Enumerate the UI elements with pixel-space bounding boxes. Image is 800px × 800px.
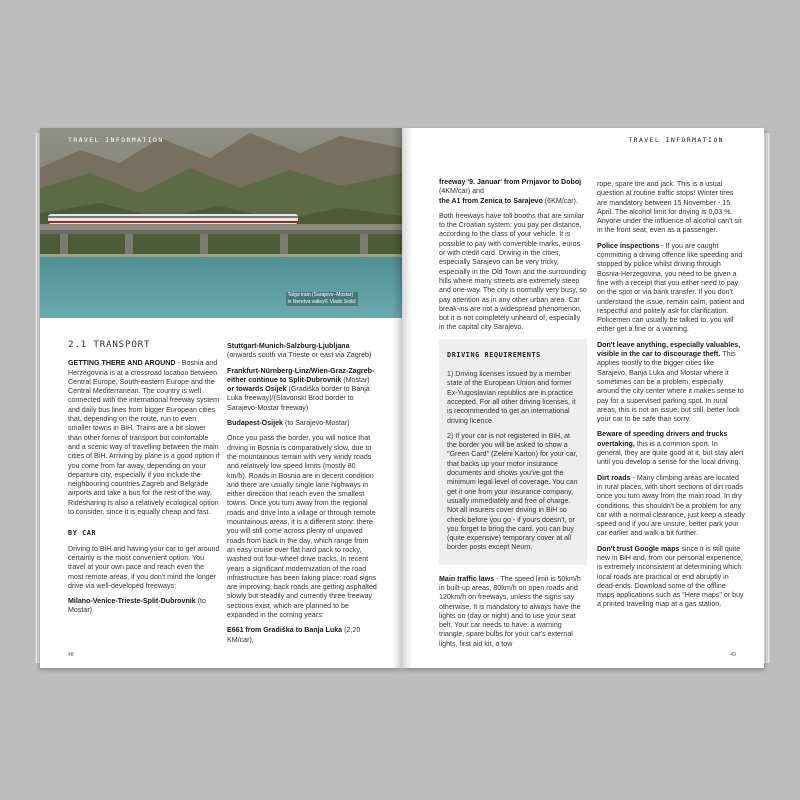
- dirt-roads-paragraph: Dirt roads - Many climbing areas are located in rural places, with short sections of dirt roads once you turn away from the main road. In dry conditions, this shouldn't be a problem for any car with a normal clearance, just keep a steady speed and if you are unsure, better park your car earlier and walk a bit further.: [597, 473, 745, 538]
- left-column-1: [68, 340, 220, 622]
- google-maps-paragraph: Don't trust Google maps since it is still quite new in BiH and, from our personal experience, is extremely inconsistent at determining which local roads are practical or end abruptly in dead-ends. Download some of the offline maps applications such as "Here maps" or buy a printed traveling map at a gas station.: [597, 544, 744, 609]
- caption-line-2: in Neretva valley© Vlado Sošić: [287, 299, 356, 305]
- driving-requirements-box: [439, 339, 587, 565]
- rope-paragraph: rope, spare tire and jack. This is a usual question at routine traffic stops! Winter tires are mandatory between 15 November - 15 April. The alcohol limit for driving is 0,03 %. Anyone under the influence of alcohol can't sit in the front seat, even as a passenger.: [597, 180, 742, 235]
- route-frankfurt: Frankfurt-Nürnberg-Linz/Wien-Graz-Zagreb- either continue to Split-Dubrovnik (Mostar) or towards Osijek (Gradiška border to Banja Luka freeway)/(Slavonski Brod border to Sarajevo-Mostar freeway): [227, 366, 375, 412]
- train-photo: [40, 128, 402, 318]
- border-paragraph: Once you pass the border, you will notice that driving in Bosnia is comparatively slow, due to the mountainous terrain with very windy roads and relatively low speed limits (mostly 80 km/h). Roads in Bosnia are in decent condition and there are usually single lane highways in either direction that reach even the smallest towns. Once you turn away from the regional roads and drive into a village or through remote mountainous areas, it is a different story: there you will still come across plenty of unpaved roads from back in the day, which range from an easy cruise over flat hard pack to rocky, washed out four-wheel drive tracks. In recent years a significant modernization of the road infrastructure has been taking place: road signs are improving, back roads are getting asphalted slowly but steadily and currently three freeway sections exist, which are planned to be expanded in the coming years:: [227, 434, 377, 620]
- e661-line: E661 from Gradiška to Banja Luka (2,20 KM/car),: [227, 626, 361, 644]
- requirement-1: 1) Driving licenses issued by a member state of the European Union and former Ex-Yugoslavian republics are in practice accepted. For all other driving licenses, it is recommended to get an international driving licence.: [447, 370, 576, 425]
- section-title: 2.1 TRANSPORT: [68, 339, 151, 350]
- route-stuttgart: Stuttgart-Munich-Salzburg-Ljubljana (onwards south via Trieste or east via Zagreb): [227, 342, 372, 360]
- left-column-2: [227, 342, 377, 651]
- right-column-1: [439, 178, 587, 655]
- getting-there-paragraph: GETTING THERE AND AROUND - Bosnia and Herzegovina is at a crossroad location between Central Europe, South-eastern Europe and the Central Mediterranean. The country is well connected with the international freeway system and daily bus lines from bigger European cities that, depending on the route, run to even smaller towns in BiH. Trains are a bit slower than other forms of transport but comfortable and a scenic way of travelling between the main cities of BiH. Arriving by plane is a good option if you come from far away, depending on your departure city, especially if you include the neighbouring countries Zagreb and Belgrade airports and take a bus for the rest of the way. Ridesharing is also a relatively ecological option to consider, since it is equally cheap and fast.: [68, 359, 220, 517]
- freeway-line: freeway '9. Januar' from Prnjavor to Doboj (4KM/car) and the A1 from Zenica to Sarajevo (6KM/car).: [439, 178, 582, 205]
- caption-line-1: Talgo train (Sarajevo–Mostar): [286, 292, 358, 299]
- valuables-paragraph: Don't leave anything, especially valuables, visible in the car to discourage theft. This applies mostly to the bigger cities like Sarajevo, Banja Luka and Mostar where it sometimes can be a problem, especially around the city center where it makes sense to pay for a supervised parking spot. In rural areas, this is not an issue, but still, better lock your car to be safe than sorry.: [597, 340, 744, 424]
- right-column-2: [597, 180, 745, 616]
- police-paragraph: Police inspections - If you are caught committing a driving offence like speeding and stopped by police whilst driving through Bosnia-Herzegovina, you need to be given a fine with a receipt that you either need to pay on the spot or via bank transfer. If you don't understand the issue, remain calm, patient and respectful and politely ask for clarification. Policemen can usually be talked to, you will either get a fine or a warning.: [597, 241, 745, 334]
- speeding-paragraph: Beware of speeding drivers and trucks overtaking, this is a common sport. In general, they are quite good at it, but stay alert until you develop a sense for the local driving.: [597, 430, 744, 467]
- getting-there-heading: GETTING THERE AND AROUND: [68, 359, 176, 368]
- tolls-paragraph: Both freeways have toll booths that are similar to the Croatian system: you pay per distance, according to the class of your vehicle. It is possible to pay with convertible marks, euros or with credit card. Driving in the cities, especially Sarajevo can be very tricky, especially in the Old Town and the surrounding hills where many streets are extremely steep and one-way. The city is normally very busy, so pay attention as in any other urban area. Car break-ins are not a widespread phenomenon, but it is not completely unheard of, especially in the capital city Sarajevo.: [439, 211, 587, 332]
- route-budapest: Budapest-Osijek (to Sarajevo-Mostar): [227, 419, 350, 428]
- right-page: [402, 128, 764, 668]
- by-car-heading: BY CAR: [68, 529, 97, 538]
- requirement-2: 2) If your car is not registered in BiH, at the border you will be asked to show a "Green Card" (Zeleni Karton) for your car, that backs up your motor insurance documents and shows you've got the minimum legal level of coverage. You can get it one from your insurance company, usually immediately and free of charge. Not all insurers cover driving in BiH so check before you go - if yours doesn't, or you forget to bring the card, you can buy (quite expensive) temporary cover at all border posts except Neum.: [447, 431, 578, 552]
- page-number-right: 49: [730, 652, 736, 658]
- running-head: TRAVEL INFORMATION: [68, 136, 164, 144]
- driving-requirements-title: DRIVING REQUIREMENTS: [447, 350, 541, 359]
- photo-caption: [286, 292, 358, 306]
- left-page: [40, 128, 402, 668]
- page-number-left: 48: [68, 652, 74, 658]
- by-car-paragraph: Driving to BiH and having your car to get around certainly is the most convenient option. You travel at your own pace and reach even the most remote areas, if you don't mind the longer drive via well-developed freeways:: [68, 544, 220, 590]
- page-edge-right: [764, 133, 770, 663]
- running-head-right: TRAVEL INFORMATION: [628, 136, 724, 144]
- traffic-laws-paragraph: Main traffic laws - The speed limit is 50km/h in built-up areas, 80km/h on open roads and 120km/h on freeways, unless the signs say otherwise. It is mandatory to always have the lights on (day or night) and to use your seat belt. Your car needs to have: a warning triangle, spare bulbs for your car's external lights, first aid kit, a tow: [439, 574, 581, 648]
- route-milano: Milano-Venice-Trieste-Split-Dubrovnik (to Mostar): [68, 597, 206, 615]
